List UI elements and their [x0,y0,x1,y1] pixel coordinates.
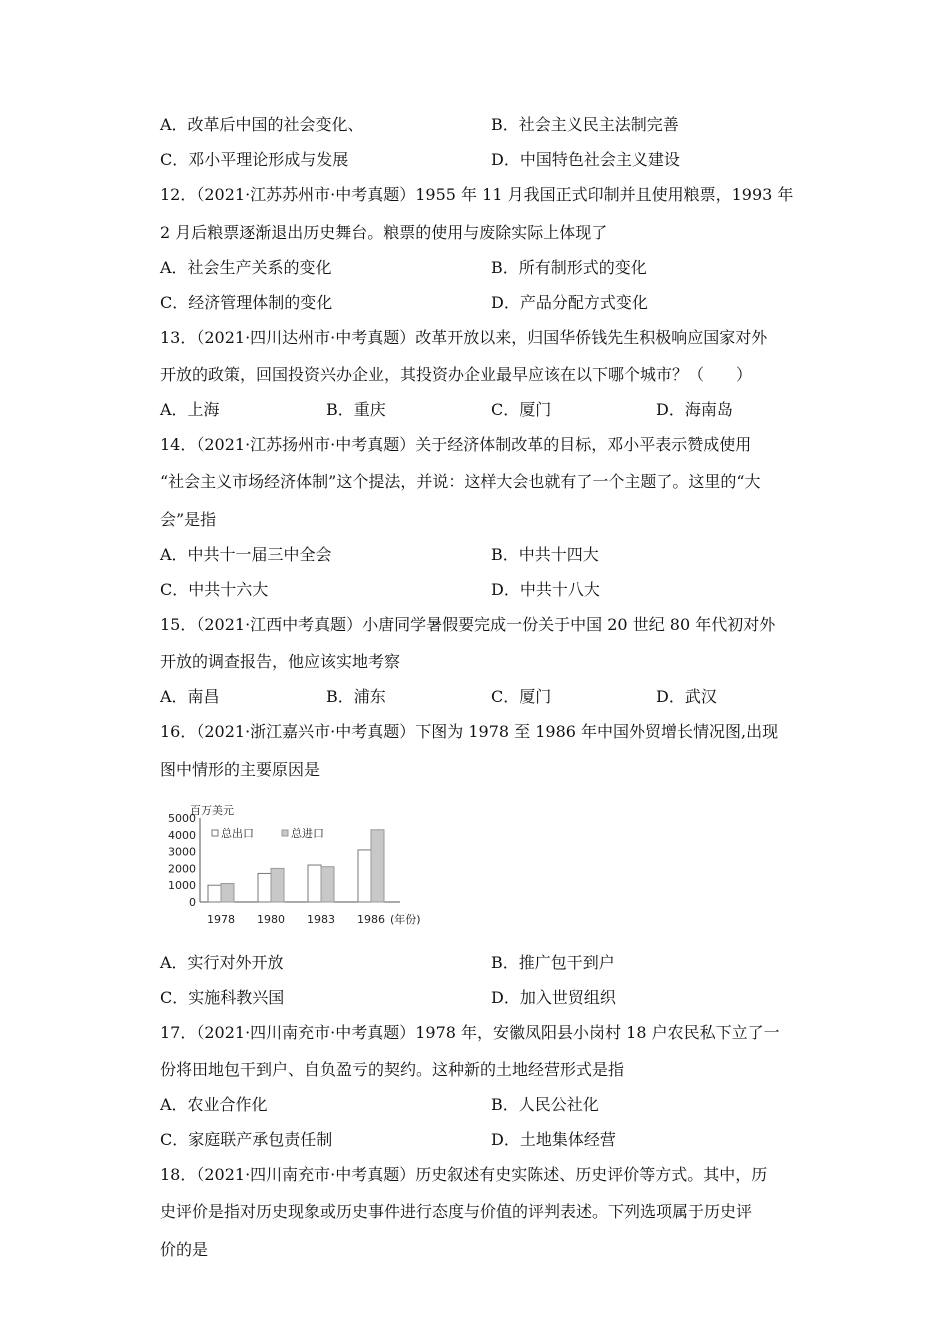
bars-group [208,830,384,902]
q15-option-a: A．南昌 [160,687,220,706]
q16-option-d: D．加入世贸组织 [491,988,616,1007]
q18-stem-line-1: 18．（2021·四川南充市·中考真题）历史叙述有史实陈述、历史评价等方式。其中，历 [160,1165,768,1184]
q16-stem-line-1: 16．（2021·浙江嘉兴市·中考真题）下图为 1978 至 1986 年中国外贸增长情况图,出现 [160,722,779,741]
q15-option-c: C．厦门 [491,687,552,706]
legend-swatch-import [282,830,288,836]
legend-label-import: 总进口 [291,827,324,840]
y-tick-label: 5000 [168,812,196,825]
bar-export-1983 [308,865,321,902]
q14-option-b: B．中共十四大 [491,545,599,564]
x-tick-label-1983: 1983 [307,913,335,926]
q15-option-d: D．武汉 [656,687,717,706]
q15-stem-line-1: 15．（2021·江西中考真题）小唐同学暑假要完成一份关于中国 20 世纪 80 年代初对外 [160,615,776,634]
q16-option-a: A．实行对外开放 [160,953,284,972]
q14-stem-line-2: “社会主义市场经济体制”这个提法，并说：这样大会也就有了一个主题了。这里的“大 [160,472,761,491]
chart-ylabel: 百万美元 [190,804,234,817]
q11-option-c: C．邓小平理论形成与发展 [160,150,349,169]
q12-stem-line-1: 12．（2021·江苏苏州市·中考真题）1955 年 11 月我国正式印制并且使用粮票，1993 年 [160,185,794,204]
y-tick-label: 1000 [168,879,196,893]
q13-option-d: D．海南岛 [656,400,733,419]
y-tick-label: 2000 [168,862,196,876]
q18-stem-line-2: 史评价是指对历史现象或历史事件进行态度与价值的评判表述。下列选项属于历史评 [160,1202,753,1221]
trade-growth-chart [160,800,430,930]
q14-stem-line-1: 14．（2021·江苏扬州市·中考真题）关于经济体制改革的目标，邓小平表示赞成使用 [160,435,752,454]
x-tick-label-1978: 1978 [207,913,235,926]
bar-import-1978 [221,884,234,902]
q11-option-d: D．中国特色社会主义建设 [491,150,680,169]
q14-option-d: D．中共十八大 [491,580,600,599]
bar-export-1986 [358,850,371,902]
y-tick-label: 4000 [168,828,196,842]
q12-stem-line-2: 2 月后粮票逐渐退出历史舞台。粮票的使用与废除实际上体现了 [160,223,608,242]
q13-option-b: B．重庆 [326,400,386,419]
q12-option-d: D．产品分配方式变化 [491,293,648,312]
bar-import-1980 [271,868,284,902]
q17-option-a: A．农业合作化 [160,1095,268,1114]
q13-stem-line-2: 开放的政策，回国投资兴办企业，其投资办企业最早应该在以下哪个城市？（ ） [160,365,753,384]
q15-stem-line-2: 开放的调查报告，他应该实地考察 [160,652,401,671]
q16-stem-line-2: 图中情形的主要原因是 [160,760,321,779]
chart-xlabel: (年份) [390,913,421,926]
q12-option-c: C．经济管理体制的变化 [160,293,333,312]
q16-option-c: C．实施科教兴国 [160,988,285,1007]
bar-export-1980 [258,873,271,902]
x-tick-label-1980: 1980 [257,913,285,926]
legend-swatch-export [212,830,218,836]
q14-option-c: C．中共十六大 [160,580,269,599]
y-tick-label: 0 [189,896,196,909]
q17-option-b: B．人民公社化 [491,1095,599,1114]
q17-option-c: C．家庭联产承包责任制 [160,1130,333,1149]
q18-stem-line-3: 价的是 [160,1240,209,1259]
bar-import-1986 [371,830,384,902]
y-axis-ticks [168,812,196,909]
legend-label-export: 总出口 [221,827,254,840]
q17-option-d: D．土地集体经营 [491,1130,616,1149]
q14-stem-line-3: 会”是指 [160,510,217,529]
q11-option-a: A．改革后中国的社会变化、 [160,115,364,134]
q13-option-c: C．厦门 [491,400,552,419]
q12-option-b: B．所有制形式的变化 [491,258,647,277]
q13-option-a: A．上海 [160,400,220,419]
x-tick-label-1986: 1986 [357,913,385,926]
q17-stem-line-2: 份将田地包干到户、自负盈亏的契约。这种新的土地经营形式是指 [160,1060,625,1079]
q17-stem-line-1: 17．（2021·四川南充市·中考真题）1978 年，安徽凤阳县小岗村 18 户农民私下立了一 [160,1023,780,1042]
bar-import-1983 [321,867,334,902]
q14-option-a: A．中共十一届三中全会 [160,545,332,564]
x-axis-ticks [207,913,385,926]
bar-export-1978 [208,885,221,902]
y-tick-label: 3000 [168,845,196,859]
q16-option-b: B．推广包干到户 [491,953,615,972]
q15-option-b: B．浦东 [326,687,386,706]
q12-option-a: A．社会生产关系的变化 [160,258,332,277]
q11-option-b: B．社会主义民主法制完善 [491,115,679,134]
q13-stem-line-1: 13．（2021·四川达州市·中考真题）改革开放以来，归国华侨钱先生积极响应国家对外 [160,328,768,347]
chart-legend [212,826,324,840]
